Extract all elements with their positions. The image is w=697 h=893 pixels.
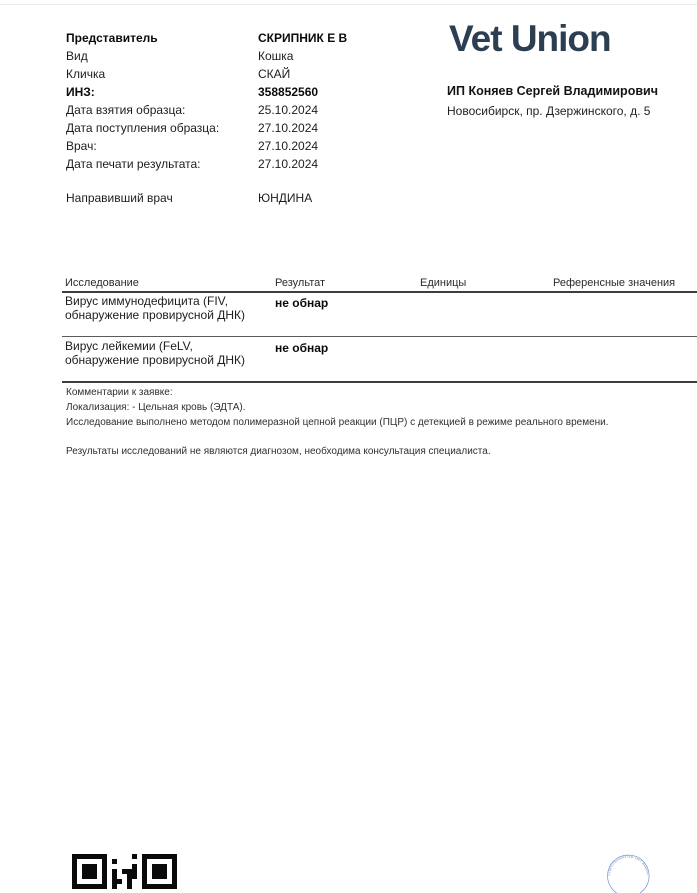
field-label: ИНЗ:	[66, 85, 95, 99]
column-header-test: Исследование	[65, 277, 139, 289]
field-value: СКАЙ	[258, 67, 291, 81]
field-label: Представитель	[66, 31, 158, 45]
field-label: Дата взятия образца:	[66, 103, 186, 117]
info-row-referring-doctor	[66, 189, 406, 207]
info-row-sample-received-date	[66, 119, 406, 137]
field-value: СКРИПНИК Е В	[258, 31, 348, 45]
field-value: 27.10.2024	[258, 157, 319, 171]
comments-section	[66, 388, 666, 462]
table-bottom-rule	[62, 381, 697, 383]
qr-code	[72, 854, 177, 893]
table-row-test-name: Вирус лейкемии (FeLV, обнаружение провирусной ДНК)	[65, 339, 246, 367]
patient-info-block	[66, 29, 406, 207]
field-value: Кошка	[258, 49, 294, 63]
info-row-print-date	[66, 155, 406, 173]
field-label: Вид	[66, 49, 88, 63]
field-value: 27.10.2024	[258, 139, 319, 153]
field-label: Дата печати результата:	[66, 157, 201, 171]
info-row-order-id	[66, 83, 406, 101]
field-value: 27.10.2024	[258, 121, 319, 135]
field-label: Врач:	[66, 139, 97, 153]
table-header-rule	[62, 291, 697, 293]
info-row-pet-name	[66, 65, 406, 83]
table-row-result: не обнар	[275, 341, 329, 355]
field-label: Кличка	[66, 67, 106, 81]
comments-title: Комментарии к заявке:	[66, 387, 173, 398]
info-row-doctor	[66, 137, 406, 155]
info-row-sample-taken-date	[66, 101, 406, 119]
comment-method: Исследование выполнено методом полимеразной цепной реакции (ПЦР) с детекцией в режиме реального времени.	[66, 417, 609, 428]
field-value: 358852560	[258, 85, 319, 99]
stamp-arc-text: ОТВЕТСТВЕННОСТЬЮ «ВЕТ ЮНИОН»	[608, 855, 649, 876]
field-value: 25.10.2024	[258, 103, 319, 117]
company-round-stamp	[556, 851, 697, 893]
clinic-owner-name: ИП Коняев Сергей Владимирович	[447, 84, 658, 98]
field-value: ЮНДИНА	[258, 191, 313, 205]
info-row-representative	[66, 29, 406, 47]
column-header-result: Результат	[275, 277, 326, 289]
field-label: Дата поступления образца:	[66, 121, 220, 135]
clinic-address: Новосибирск, пр. Дзержинского, д. 5	[447, 104, 651, 118]
field-label: Направивший врач	[66, 191, 173, 205]
scan-edge-line	[0, 4, 697, 5]
comment-localization: Локализация: - Цельная кровь (ЭДТА).	[66, 402, 246, 413]
table-row-divider	[62, 336, 697, 337]
vet-union-logo: Vet Union	[449, 18, 611, 59]
column-header-units: Единицы	[420, 277, 467, 289]
table-row-test-name: Вирус иммунодефицита (FIV, обнаружение провирусной ДНК)	[65, 294, 246, 322]
info-row-species	[66, 47, 406, 65]
table-row-result: не обнар	[275, 296, 329, 310]
comment-disclaimer: Результаты исследований не являются диагнозом, необходима консультация специалиста.	[66, 445, 491, 457]
svg-text:ОТВЕТСТВЕННОСТЬЮ «ВЕТ ЮНИОН»	[608, 855, 649, 875]
column-header-reference: Референсные значения	[553, 277, 676, 289]
